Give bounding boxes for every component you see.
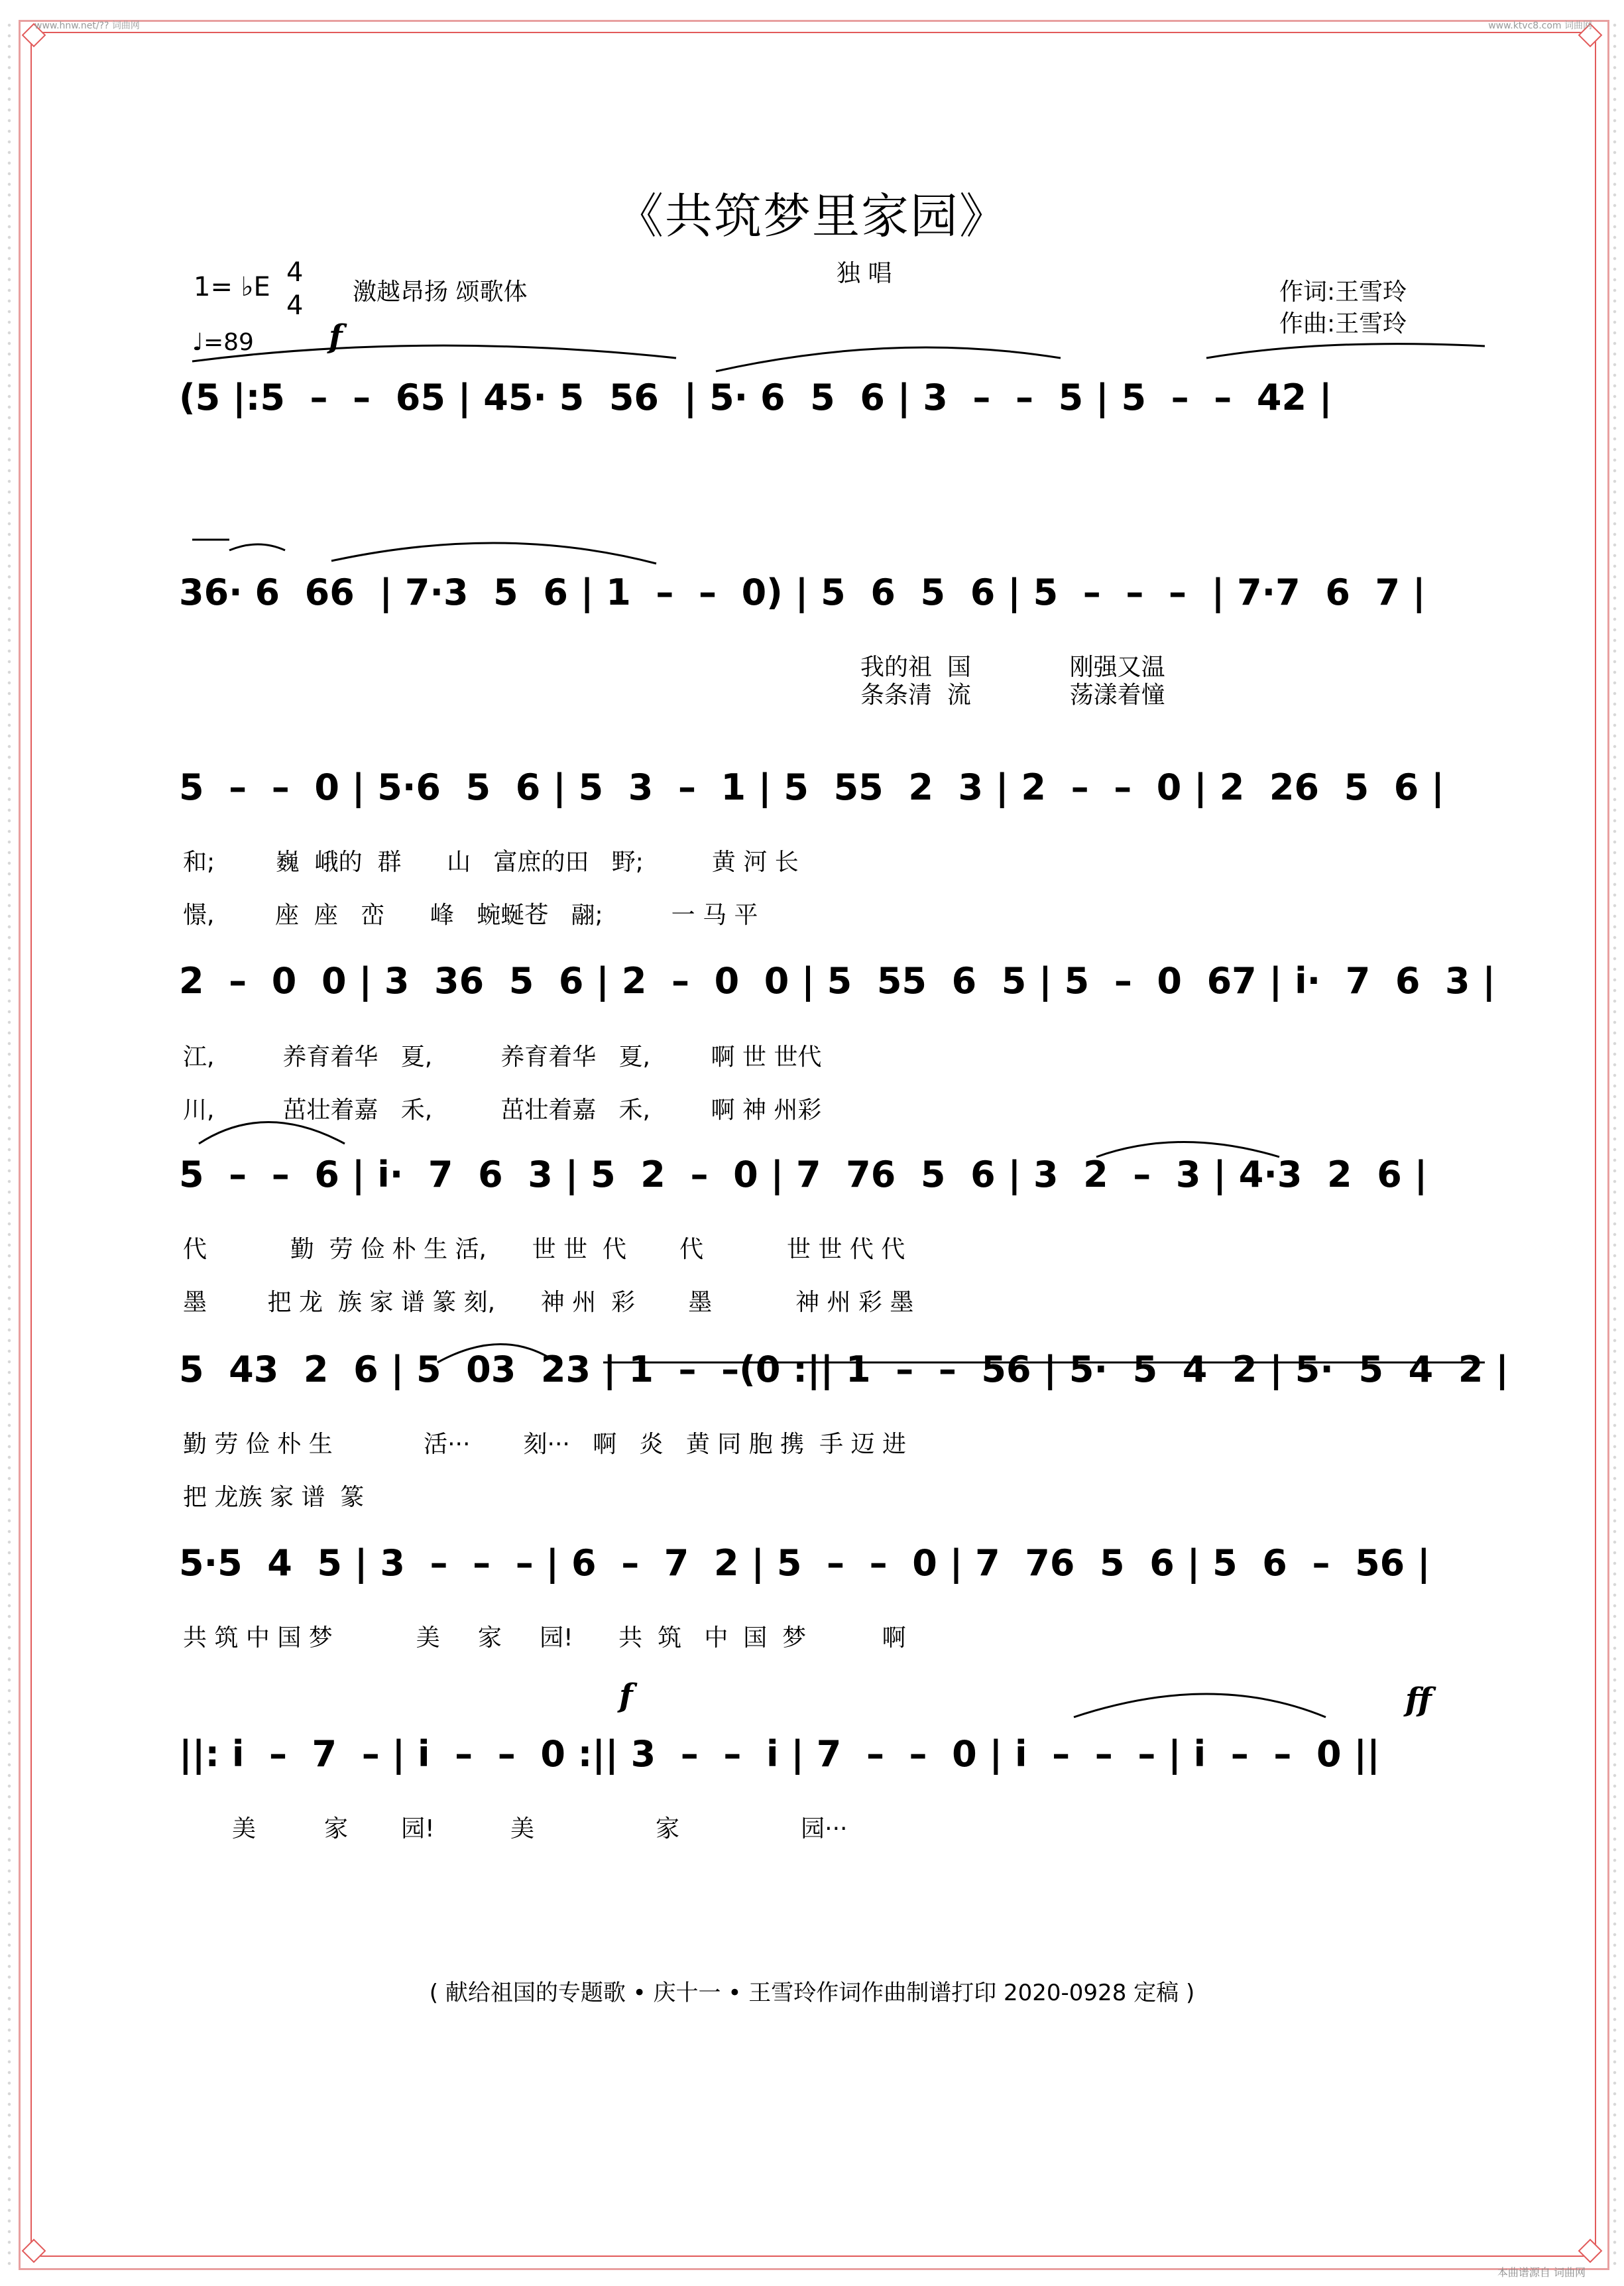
- lyric-line: 条条清 流 荡漾着憧: [860, 682, 1165, 709]
- notation-row: 5 43 2 6 | 5 03 23 | 1 – –(0 :|| 1 – – 56 | 5· 5 4 2 | 5· 5 4 2 |: [179, 1349, 1509, 1390]
- key-signature: 1= ♭E: [194, 272, 270, 302]
- dynamic-marking: ff: [1405, 1681, 1432, 1718]
- right-border-pattern: [1609, 20, 1620, 2266]
- time-signature-denominator: 4: [286, 290, 304, 321]
- notation-row: 5·5 4 5 | 3 – – – | 6 – 7 2 | 5 – – 0 | 7 76 5 6 | 5 6 – 56 |: [179, 1542, 1430, 1584]
- lyric-line: 把 龙族 家 谱 篆: [183, 1484, 365, 1511]
- lyric-line: 共 筑 中 国 梦 美 家 园! 共 筑 中 国 梦 啊: [183, 1624, 906, 1652]
- lyric-line: 我的祖 国 刚强又温: [860, 654, 1165, 681]
- lyric-line: 美 家 园! 美 家 园···: [232, 1815, 848, 1842]
- top-right-site: www.ktvc8.com 词曲网: [1488, 21, 1592, 31]
- notation-row: 2 – 0 0 | 3 36 5 6 | 2 – 0 0 | 5 55 6 5 | 5 – 0 67 | i· 7 6 3 |: [179, 960, 1496, 1002]
- lyric-line: 憬, 座 座 峦 峰 蜿蜒苍 翮; 一 马 平: [183, 902, 758, 929]
- top-url: www.hnw.net/?? 词曲网: [34, 21, 140, 31]
- dynamic-marking: f: [619, 1677, 633, 1714]
- notation-row: 5 – – 0 | 5·6 5 6 | 5 3 – 1 | 5 55 2 3 | 2 – – 0 | 2 26 5 6 |: [179, 766, 1444, 808]
- lyric-line: 江, 养育着华 夏, 养育着华 夏, 啊 世 世代: [183, 1044, 822, 1071]
- mood-marking: 激越昂扬 颂歌体: [353, 278, 528, 306]
- lyric-line: 和; 巍 峨的 群 山 富庶的田 野; 黄 河 长: [183, 849, 799, 876]
- lyric-line: 勤 劳 俭 朴 生 活··· 刻··· 啊 炎 黄 同 胞 携 手 迈 进: [183, 1431, 906, 1458]
- performance-mode: 独 唱: [837, 260, 892, 287]
- lyricist-credit: 作词:王雪玲: [1279, 278, 1407, 306]
- tempo-marking: ♩=89: [192, 329, 254, 356]
- notation-row: 5 – – 6 | i· 7 6 3 | 5 2 – 0 | 7 76 5 6 | 3 2 – 3 | 4·3 2 6 |: [179, 1154, 1428, 1195]
- lyric-line: 川, 茁壮着嘉 禾, 茁壮着嘉 禾, 啊 神 州彩: [183, 1097, 822, 1124]
- source-signature: 本曲谱源自 词曲网: [1497, 2266, 1586, 2279]
- lyric-line: 墨 把 龙 族 家 谱 篆 刻, 神 州 彩 墨 神 州 彩 墨: [183, 1289, 914, 1316]
- top-bar: [34, 19, 1592, 31]
- notation-row: 36· 6 66 | 7·3 5 6 | 1 – – 0) | 5 6 5 6 | 5 – – – | 7·7 6 7 |: [179, 572, 1426, 613]
- notation-row: ||: i – 7 – | i – – 0 :|| 3 – – i | 7 – – 0 | i – – – | i – – 0 ||: [179, 1733, 1380, 1775]
- footer-note: ( 献给祖国的专题歌 • 庆十一 • 王雪玲作词作曲制谱打印 2020-0928 定稿 ): [429, 1980, 1195, 2006]
- left-border-pattern: [4, 20, 15, 2266]
- dynamic-marking: f: [329, 318, 343, 355]
- lyric-line: 代 勤 劳 俭 朴 生 活, 世 世 代 代 世 世 代 代: [183, 1236, 905, 1263]
- notation-row: (5 |:5 – – 65 | 45· 5 56 | 5· 6 5 6 | 3 – – 5 | 5 – – 42 |: [179, 377, 1332, 418]
- song-title: 《共筑梦里家园》: [615, 188, 1008, 244]
- composer-credit: 作曲:王雪玲: [1279, 310, 1407, 337]
- time-signature-numerator: 4: [286, 257, 304, 288]
- inner-frame: [30, 32, 1596, 2257]
